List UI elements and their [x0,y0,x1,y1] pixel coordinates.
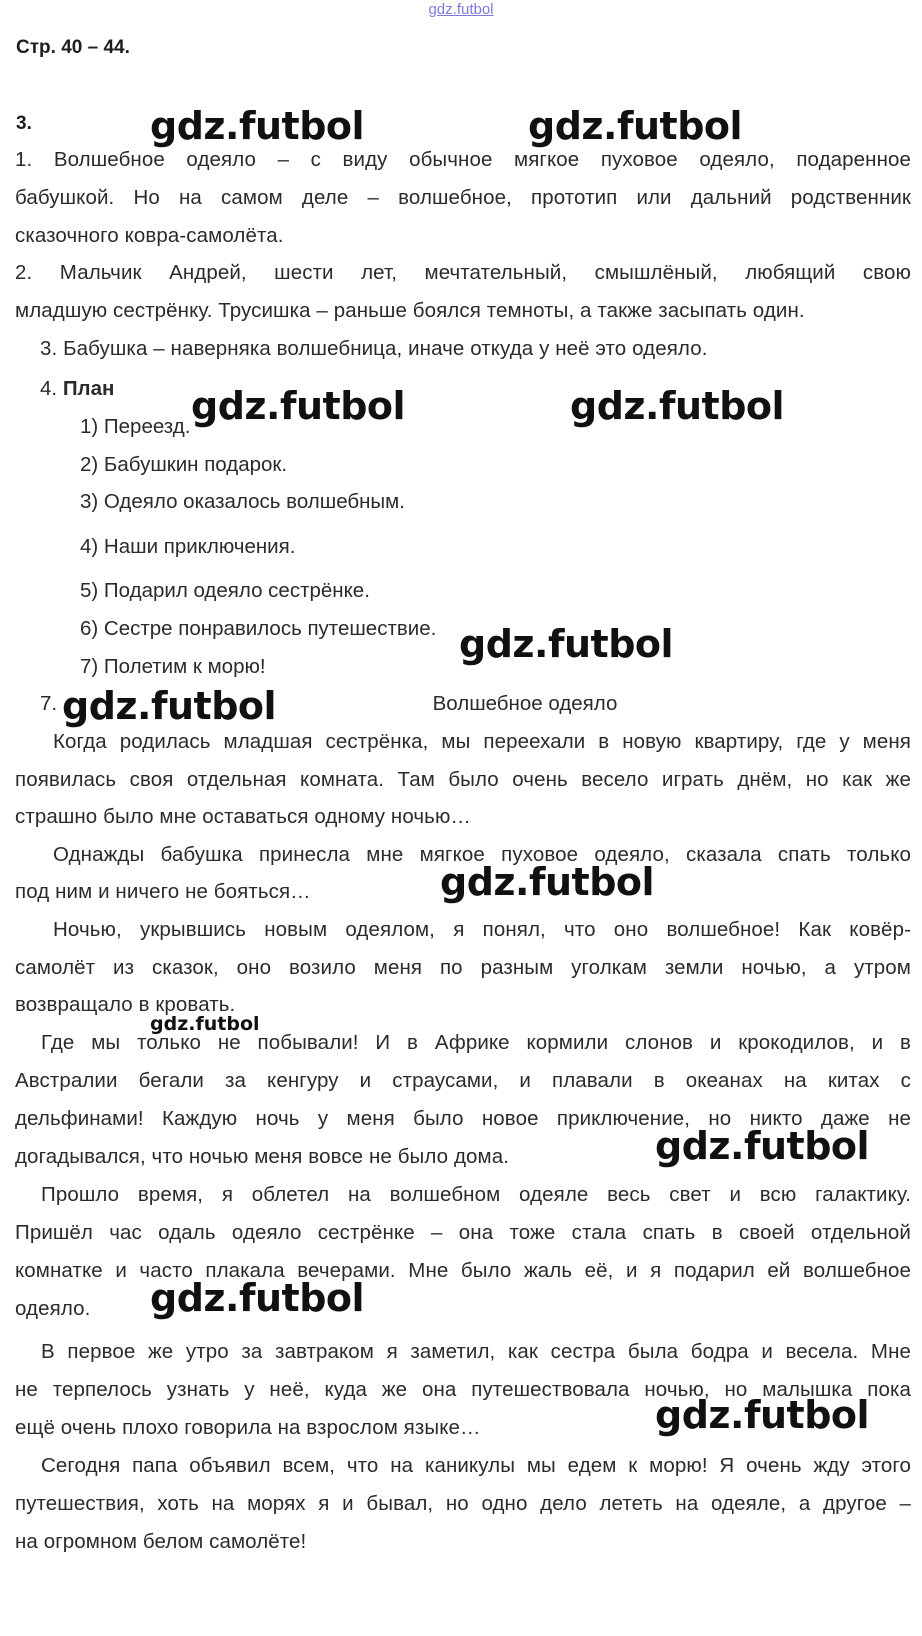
plan-label: План [62,377,115,400]
story-line: под ним и ничего не бояться… [15,880,311,903]
page-reference: Стр. 40 – 44. [16,37,130,58]
story-line: страшно было мне оставаться одному ночью… [15,805,472,828]
watermark-small: gdz.futbol [150,1013,260,1035]
story-line: одеяло. [15,1297,91,1320]
plan-item: 6) Сестре понравилось путешествие. [80,617,437,640]
plan-item: 4) Наши приключения. [80,535,296,558]
story-line: путешествия, хоть на морях я и бывал, но одно дело лететь на одеяле, а другое – [15,1492,911,1515]
answer-line: 1. Волшебное одеяло – с виду обычное мягкое пуховое одеяло, подаренное [15,148,911,171]
watermark: gdz.futbol [459,622,674,666]
plan-item: 2) Бабушкин подарок. [80,453,288,476]
story-line: Где мы только не побывали! И в Африке кормили слонов и крокодилов, и в [41,1031,911,1054]
story-line: Сегодня папа объявил всем, что на каникулы мы едем к морю! Я очень жду этого [41,1454,911,1477]
plan-item: 3) Одеяло оказалось волшебным. [80,490,405,513]
answer-line: бабушкой. Но на самом деле – волшебное, прототип или дальний родственник [15,186,911,209]
story-line: Ночью, укрывшись новым одеялом, я понял, что оно волшебное! Как ковёр- [53,918,911,941]
watermark: gdz.futbol [191,384,406,428]
story-line: возвращало в кровать. [15,993,236,1016]
watermark: gdz.futbol [62,684,277,728]
story-line: Пришёл час одаль одеяло сестрёнке – она тоже стала спать в своей отдельной [15,1221,911,1244]
plan-item: 5) Подарил одеяло сестрёнке. [80,579,370,602]
plan-item: 7) Полетим к морю! [80,655,266,678]
story-line: Однажды бабушка принесла мне мягкое пуховое одеяло, сказала спать только [53,843,911,866]
story-line: Когда родилась младшая сестрёнка, мы переехали в новую квартиру, где у меня [53,730,911,753]
exercise-number: 3. [16,113,32,134]
story-line: на огромном белом самолёте! [15,1530,307,1553]
plan-heading [40,377,114,401]
answer-line: 3. Бабушка – наверняка волшебница, иначе откуда у неё это одеяло. [40,337,708,360]
site-link[interactable]: gdz.futbol [428,1,494,18]
story-line: не терпелось узнать у неё, куда же она путешествовала ночью, но малышка пока [15,1378,911,1401]
story-line: появилась своя отдельная комната. Там было очень весело играть днём, но как же [15,768,911,791]
story-line: Австралии бегали за кенгуру и страусами, и плавали в океанах на китах с [15,1069,911,1092]
watermark: gdz.futbol [440,860,655,904]
watermark: gdz.futbol [655,1124,870,1168]
answer-line: младшую сестрёнку. Трусишка – раньше боялся темноты, а также засыпать один. [15,299,805,322]
story-line: самолёт из сказок, оно возило меня по разным уголкам земли ночью, а утром [15,956,911,979]
watermark: gdz.futbol [150,104,365,148]
watermark: gdz.futbol [150,1276,365,1320]
story-line: догадывался, что ночью меня вовсе не было дома. [15,1145,510,1168]
watermark: gdz.futbol [655,1393,870,1437]
story-line: В первое же утро за завтраком я заметил, как сестра была бодра и весела. Мне [41,1340,911,1363]
answer-line: сказочного ковра-самолёта. [15,224,284,247]
watermark: gdz.futbol [528,104,743,148]
watermark: gdz.futbol [570,384,785,428]
exercise-number: 7. [40,692,58,715]
story-line: дельфинами! Каждую ночь у меня было новое приключение, но никто даже не [15,1107,911,1130]
plan-number: 4. [40,377,58,400]
story-title: Волшебное одеяло [432,692,618,715]
plan-item: 1) Переезд. [80,415,191,438]
story-line: ещё очень плохо говорила на взрослом языке… [15,1416,481,1439]
story-line: комнатке и часто плакала вечерами. Мне было жаль её, и я подарил ей волшебное [15,1259,911,1282]
story-line: Прошло время, я облетел на волшебном одеяле весь свет и всю галактику. [41,1183,911,1206]
answer-line: 2. Мальчик Андрей, шести лет, мечтательный, смышлёный, любящий свою [15,261,911,284]
